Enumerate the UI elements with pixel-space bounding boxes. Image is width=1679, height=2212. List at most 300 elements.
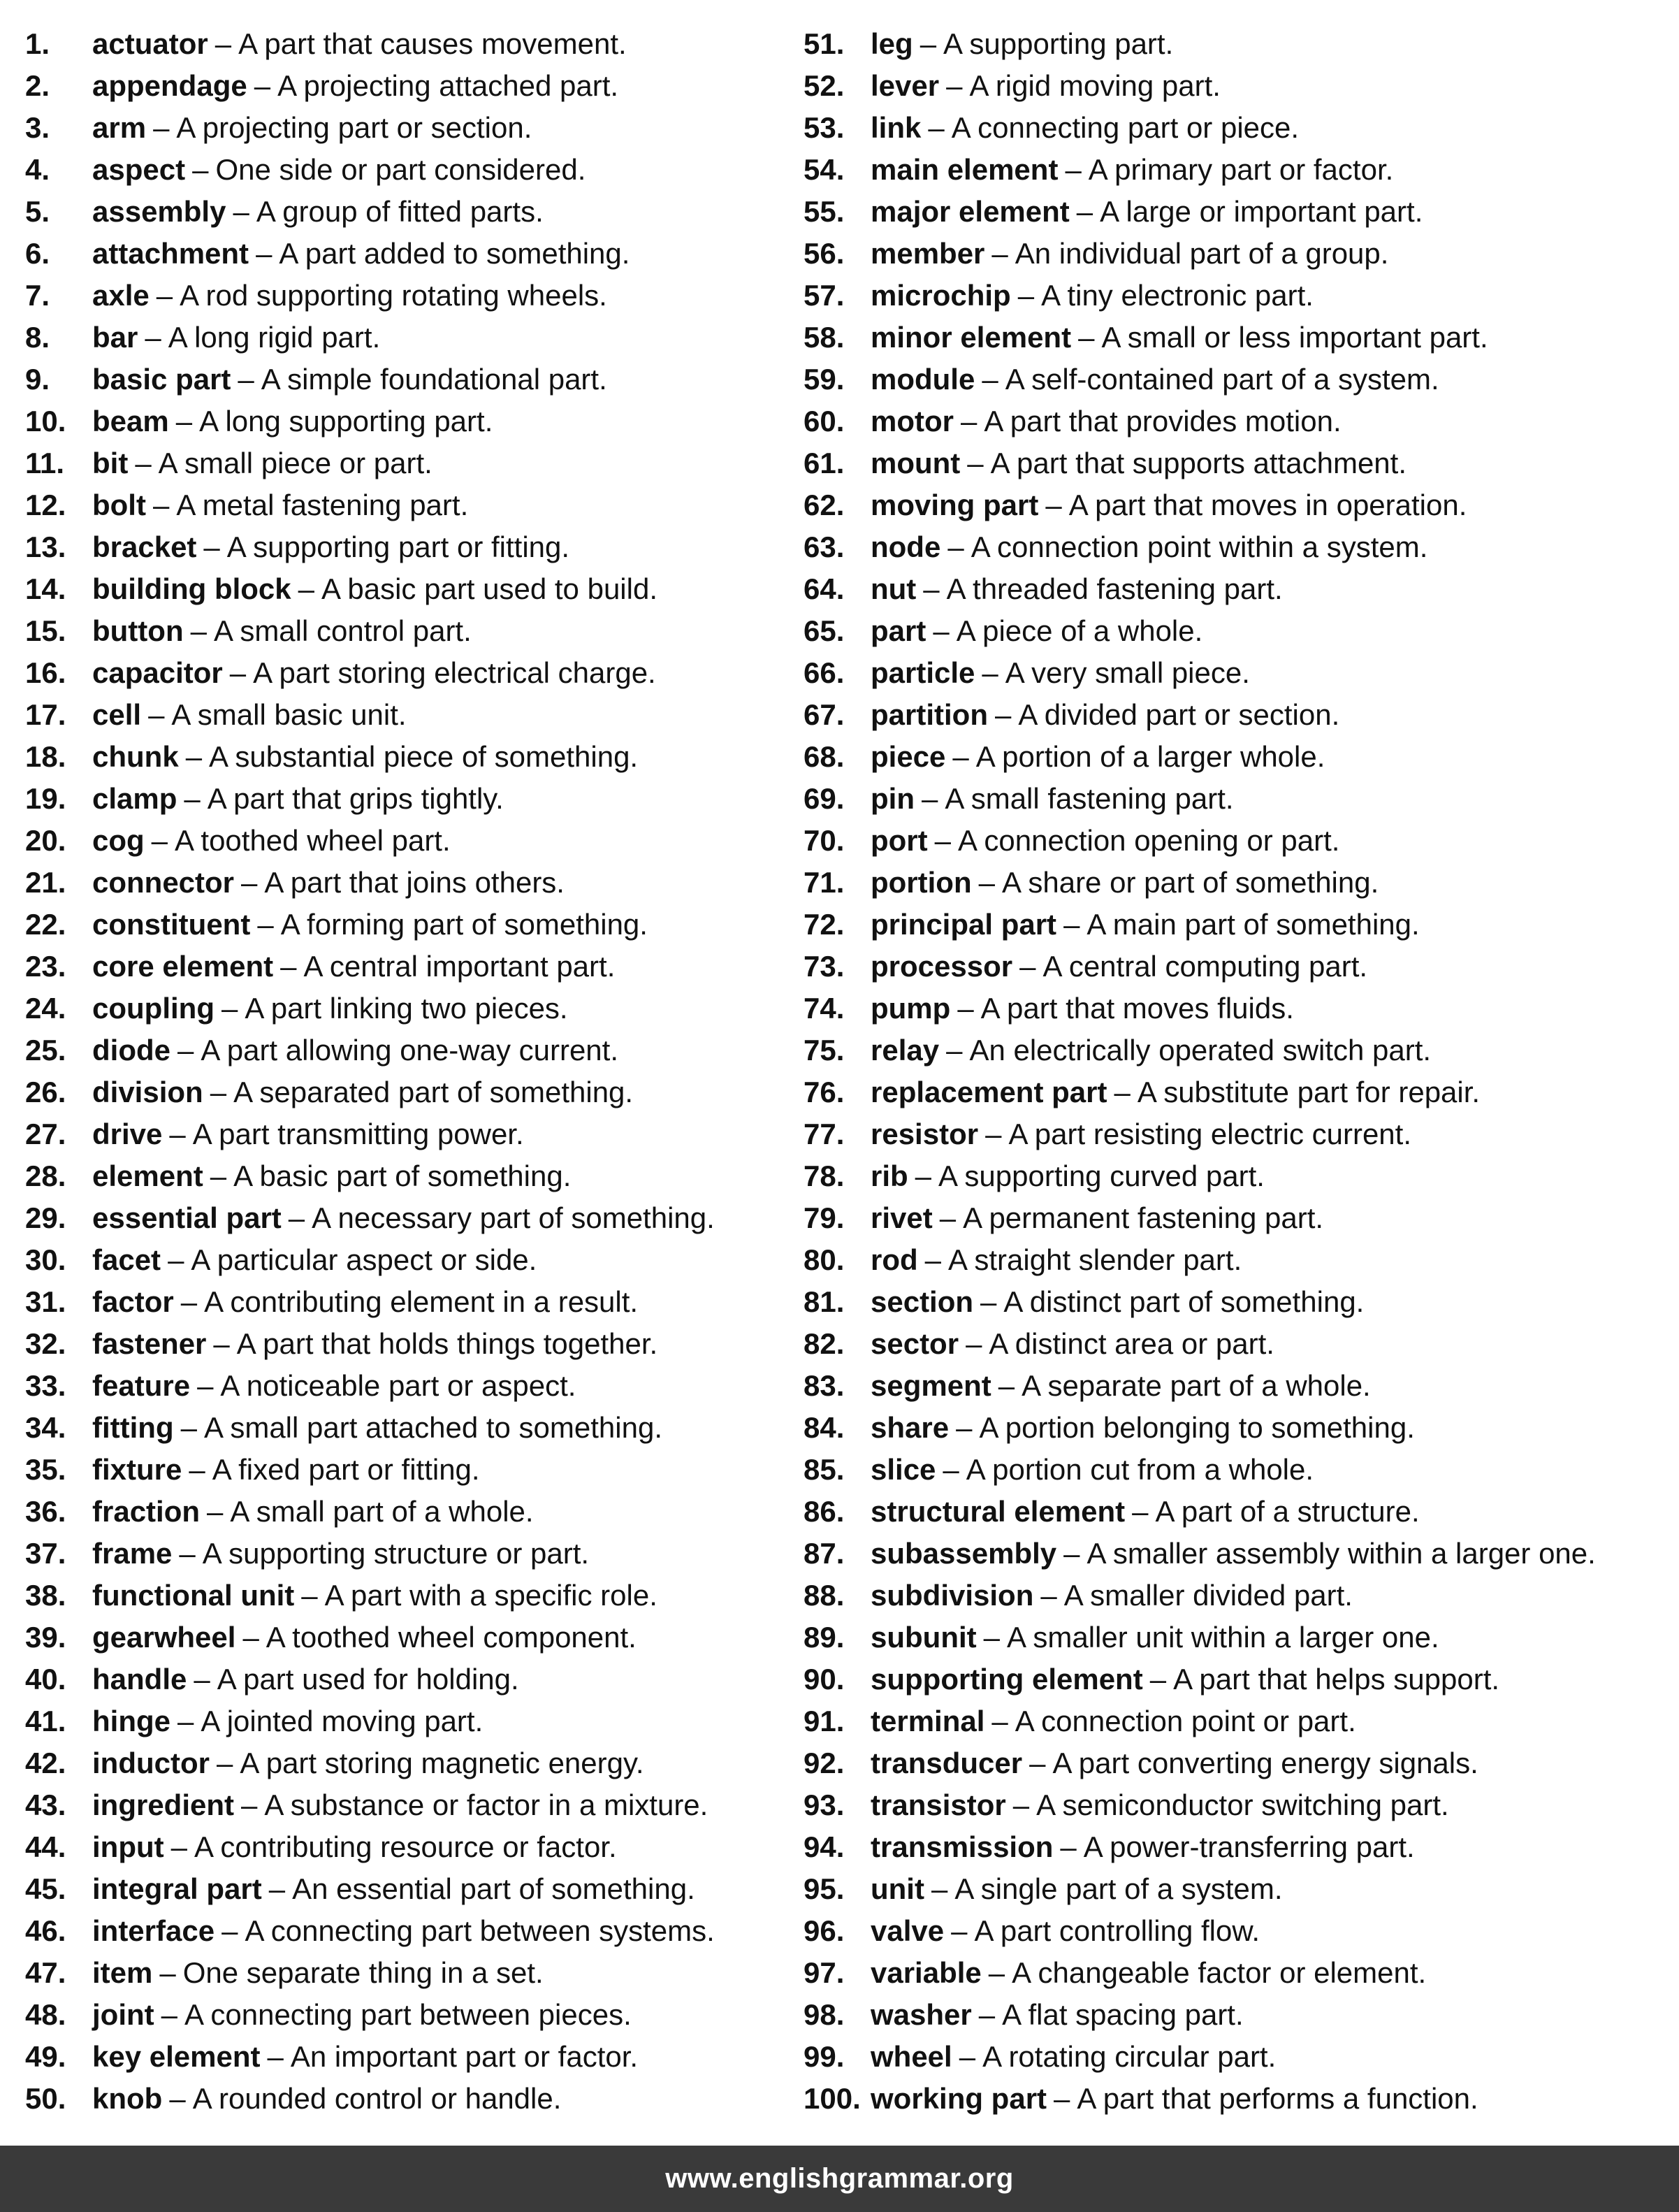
entry-definition: A long rigid part. [168, 321, 381, 354]
entry-term: section [871, 1285, 974, 1318]
entry-term: key element [92, 2040, 261, 2073]
entry-separator: – [179, 1537, 196, 1570]
list-item [25, 694, 794, 736]
entry-term: axle [92, 279, 150, 312]
entry-number: 23. [25, 950, 66, 983]
entry-definition: A rod supporting rotating wheels. [180, 279, 607, 312]
entry-separator: – [946, 1034, 963, 1067]
entry-term: gearwheel [92, 1621, 236, 1654]
entry-term: pin [871, 782, 915, 815]
entry-term: share [871, 1411, 950, 1444]
entry-number: 59. [804, 363, 845, 396]
entry-number: 88. [804, 1579, 845, 1612]
entry-term: hinge [92, 1705, 170, 1737]
list-item [25, 233, 794, 275]
entry-definition: A connecting part or piece. [951, 111, 1300, 144]
entry-separator: – [221, 1914, 238, 1947]
entry-term: partition [871, 698, 988, 731]
entry-separator: – [994, 698, 1012, 731]
entry-number: 2. [25, 69, 50, 102]
entry-number: 28. [25, 1159, 66, 1192]
entry-separator: – [197, 1369, 214, 1402]
entry-separator: – [923, 572, 940, 605]
entry-definition: A metal fastening part. [176, 489, 469, 521]
entry-definition: A part that grips tightly. [207, 782, 504, 815]
entry-separator: – [242, 1621, 259, 1654]
list-item [25, 610, 794, 652]
list-item [25, 2036, 794, 2078]
entry-separator: – [1060, 1830, 1077, 1863]
entry-number: 5. [25, 195, 50, 228]
entry-number: 8. [25, 321, 50, 354]
entry-definition: A small basic unit. [171, 698, 407, 731]
entry-term: bolt [92, 489, 146, 521]
entry-separator: – [213, 1327, 230, 1360]
entry-number: 99. [804, 2040, 845, 2073]
list-item [804, 862, 1670, 904]
entry-number: 57. [804, 279, 845, 312]
entry-separator: – [1019, 950, 1036, 983]
entry-number: 71. [804, 866, 845, 899]
entry-number: 45. [25, 1872, 66, 1905]
list-item [804, 568, 1670, 610]
entry-term: core element [92, 950, 274, 983]
entry-definition: A projecting attached part. [277, 69, 619, 102]
entry-separator: – [190, 614, 207, 647]
entry-term: knob [92, 2082, 163, 2115]
entry-definition: A rotating circular part. [982, 2040, 1277, 2073]
entry-number: 6. [25, 237, 50, 270]
list-item [25, 1575, 794, 1617]
entry-number: 19. [25, 782, 66, 815]
entry-term: aspect [92, 153, 186, 186]
entry-definition: A tiny electronic part. [1041, 279, 1314, 312]
entry-definition: A part converting energy signals. [1052, 1747, 1478, 1779]
entry-term: supporting element [871, 1663, 1143, 1696]
list-item [25, 568, 794, 610]
entry-number: 84. [804, 1411, 845, 1444]
entry-term: ingredient [92, 1788, 235, 1821]
entry-term: basic part [92, 363, 231, 396]
entry-definition: A power-transferring part. [1083, 1830, 1415, 1863]
entry-separator: – [946, 69, 963, 102]
list-item [804, 1658, 1670, 1700]
list-item [804, 526, 1670, 568]
entry-number: 79. [804, 1201, 845, 1234]
entry-separator: – [1076, 195, 1093, 228]
list-item [804, 65, 1670, 107]
entry-number: 69. [804, 782, 845, 815]
entry-number: 33. [25, 1369, 66, 1402]
entry-number: 87. [804, 1537, 845, 1570]
entry-definition: A projecting part or section. [176, 111, 532, 144]
entry-definition: A supporting part or fitting. [226, 530, 570, 563]
entry-number: 47. [25, 1956, 66, 1989]
entry-term: motor [871, 405, 954, 438]
entry-definition: A substitute part for repair. [1137, 1076, 1481, 1108]
entry-number: 75. [804, 1034, 845, 1067]
entry-definition: A distinct part of something. [1003, 1285, 1365, 1318]
entry-term: pump [871, 992, 951, 1025]
list-item [25, 484, 794, 526]
entry-term: module [871, 363, 975, 396]
entry-number: 29. [25, 1201, 66, 1234]
entry-term: minor element [871, 321, 1072, 354]
list-item [25, 1449, 794, 1491]
entry-definition: An essential part of something. [292, 1872, 695, 1905]
list-item [804, 149, 1670, 191]
entry-number: 36. [25, 1495, 66, 1528]
entry-number: 40. [25, 1663, 66, 1696]
entry-separator: – [159, 1956, 176, 1989]
list-item [25, 1323, 794, 1365]
list-item [25, 1365, 794, 1407]
list-item [804, 610, 1670, 652]
entry-number: 94. [804, 1830, 845, 1863]
entry-term: division [92, 1076, 203, 1108]
entry-separator: – [1045, 489, 1062, 521]
list-item [25, 1910, 794, 1952]
entry-separator: – [135, 447, 152, 479]
list-item [804, 1533, 1670, 1575]
entry-number: 58. [804, 321, 845, 354]
entry-separator: – [215, 27, 232, 60]
list-item [804, 1407, 1670, 1449]
entry-term: sector [871, 1327, 959, 1360]
entry-definition: A smaller assembly within a larger one. [1086, 1537, 1596, 1570]
entry-number: 74. [804, 992, 845, 1025]
entry-number: 55. [804, 195, 845, 228]
entry-term: arm [92, 111, 147, 144]
entry-separator: – [210, 1159, 227, 1192]
entry-separator: – [148, 698, 165, 731]
entry-term: terminal [871, 1705, 985, 1737]
entry-definition: A long supporting part. [199, 405, 493, 438]
entry-number: 68. [804, 740, 845, 773]
entry-number: 97. [804, 1956, 845, 1989]
list-item [804, 442, 1670, 484]
entry-separator: – [1012, 1788, 1030, 1821]
entry-separator: – [185, 740, 203, 773]
list-item [804, 1113, 1670, 1155]
entry-definition: A part that performs a function. [1077, 2082, 1478, 2115]
list-item [25, 946, 794, 988]
entry-definition: A part controlling flow. [974, 1914, 1260, 1947]
entry-number: 67. [804, 698, 845, 731]
entry-definition: A large or important part. [1100, 195, 1423, 228]
entry-term: valve [871, 1914, 945, 1947]
entry-separator: – [189, 1453, 205, 1486]
entry-term: inductor [92, 1747, 210, 1779]
entry-definition: A forming part of something. [280, 908, 648, 941]
entry-number: 53. [804, 111, 845, 144]
entry-number: 82. [804, 1327, 845, 1360]
entry-number: 56. [804, 237, 845, 270]
entry-definition: A small part attached to something. [203, 1411, 662, 1444]
entry-term: principal part [871, 908, 1057, 941]
entry-separator: – [1040, 1579, 1057, 1612]
entry-separator: – [177, 1034, 194, 1067]
entry-term: element [92, 1159, 203, 1192]
entry-number: 10. [25, 405, 66, 438]
list-item [804, 1029, 1670, 1071]
list-item [804, 820, 1670, 862]
list-item [804, 359, 1670, 400]
entry-number: 3. [25, 111, 50, 144]
list-item [25, 904, 794, 946]
entry-number: 38. [25, 1579, 66, 1612]
list-item [804, 1784, 1670, 1826]
list-item [804, 1281, 1670, 1323]
list-item [804, 1365, 1670, 1407]
entry-definition: A connection point or part. [1015, 1705, 1356, 1737]
entry-definition: A basic part of something. [233, 1159, 572, 1192]
list-item [25, 191, 794, 233]
entry-separator: – [301, 1579, 318, 1612]
entry-definition: A substance or factor in a mixture. [264, 1788, 708, 1821]
entry-separator: – [170, 1830, 187, 1863]
entry-definition: A primary part or factor. [1088, 153, 1394, 186]
entry-number: 18. [25, 740, 66, 773]
list-item [25, 400, 794, 442]
entry-definition: A toothed wheel part. [175, 824, 451, 857]
entry-term: lever [871, 69, 940, 102]
entry-number: 92. [804, 1747, 845, 1779]
entry-term: piece [871, 740, 946, 773]
entry-separator: – [956, 1411, 973, 1444]
entry-term: attachment [92, 237, 249, 270]
entry-separator: – [982, 656, 998, 689]
entry-term: mount [871, 447, 961, 479]
entry-definition: A small fastening part. [945, 782, 1234, 815]
entry-definition: A part storing magnetic energy. [240, 1747, 644, 1779]
entry-separator: – [957, 992, 974, 1025]
entry-number: 43. [25, 1788, 66, 1821]
entry-number: 95. [804, 1872, 845, 1905]
entry-definition: A connection opening or part. [958, 824, 1340, 857]
entry-separator: – [952, 740, 969, 773]
entry-separator: – [153, 111, 170, 144]
entry-term: coupling [92, 992, 215, 1025]
entry-definition: A part that moves in operation. [1068, 489, 1467, 521]
entry-term: leg [871, 27, 913, 60]
entry-definition: A permanent fastening part. [963, 1201, 1324, 1234]
entry-separator: – [966, 1327, 982, 1360]
entry-term: feature [92, 1369, 191, 1402]
entry-separator: – [931, 1872, 948, 1905]
entry-definition: A connecting part between pieces. [184, 1998, 632, 2031]
entry-term: fixture [92, 1453, 182, 1486]
list-item [25, 988, 794, 1029]
entry-definition: A rounded control or handle. [192, 2082, 562, 2115]
entry-separator: – [991, 237, 1008, 270]
entry-term: item [92, 1956, 153, 1989]
entry-separator: – [229, 656, 247, 689]
entry-separator: – [267, 2040, 284, 2073]
list-item [804, 904, 1670, 946]
entry-number: 26. [25, 1076, 66, 1108]
entry-term: replacement part [871, 1076, 1107, 1108]
entry-definition: A divided part or section. [1018, 698, 1340, 731]
entry-separator: – [924, 1243, 942, 1276]
entry-definition: A necessary part of something. [312, 1201, 715, 1234]
entry-separator: – [978, 866, 995, 899]
entry-separator: – [1114, 1076, 1131, 1108]
entry-number: 4. [25, 153, 50, 186]
list-item [25, 1868, 794, 1910]
entry-definition: A part of a structure. [1155, 1495, 1420, 1528]
entry-number: 24. [25, 992, 66, 1025]
entry-term: essential part [92, 1201, 282, 1234]
entry-separator: – [241, 1788, 258, 1821]
entry-separator: – [210, 1076, 227, 1108]
entry-separator: – [221, 992, 238, 1025]
list-item [25, 652, 794, 694]
list-item [804, 778, 1670, 820]
entry-term: member [871, 237, 985, 270]
entry-number: 44. [25, 1830, 66, 1863]
entry-number: 89. [804, 1621, 845, 1654]
entry-separator: – [175, 405, 193, 438]
list-item [25, 275, 794, 317]
entry-definition: A distinct area or part. [989, 1327, 1274, 1360]
entry-number: 83. [804, 1369, 845, 1402]
entry-number: 52. [804, 69, 845, 102]
entry-number: 100. [804, 2082, 861, 2115]
entry-term: cell [92, 698, 142, 731]
entry-definition: A rigid moving part. [969, 69, 1221, 102]
entry-definition: One separate thing in a set. [182, 1956, 544, 1989]
entry-number: 93. [804, 1788, 845, 1821]
entry-number: 65. [804, 614, 845, 647]
entry-separator: – [1063, 908, 1080, 941]
list-item [804, 736, 1670, 778]
entry-separator: – [254, 69, 271, 102]
entry-term: resistor [871, 1118, 979, 1150]
entry-definition: A noticeable part or aspect. [220, 1369, 576, 1402]
entry-number: 42. [25, 1747, 66, 1779]
entry-number: 14. [25, 572, 66, 605]
entry-number: 32. [25, 1327, 66, 1360]
list-item [25, 1239, 794, 1281]
entry-definition: A portion cut from a whole. [966, 1453, 1314, 1486]
entry-separator: – [920, 27, 937, 60]
entry-term: integral part [92, 1872, 262, 1905]
entry-definition: An important part or factor. [290, 2040, 639, 2073]
list-item [804, 1742, 1670, 1784]
entry-number: 27. [25, 1118, 66, 1150]
entry-separator: – [1132, 1495, 1149, 1528]
entry-separator: – [161, 1998, 177, 2031]
entry-definition: A particular aspect or side. [191, 1243, 537, 1276]
entry-number: 98. [804, 1998, 845, 2031]
entry-separator: – [985, 1118, 1002, 1150]
list-item [804, 2078, 1670, 2120]
list-item [804, 23, 1670, 65]
list-item [804, 1155, 1670, 1197]
entry-definition: A separate part of a whole. [1022, 1369, 1371, 1402]
entry-definition: A simple foundational part. [261, 363, 607, 396]
entry-definition: An individual part of a group. [1015, 237, 1389, 270]
entry-definition: A part that causes movement. [238, 27, 627, 60]
entry-separator: – [988, 1956, 1005, 1989]
entry-term: main element [871, 153, 1059, 186]
entry-term: moving part [871, 489, 1039, 521]
entry-definition: A part that joins others. [264, 866, 565, 899]
list-item [25, 820, 794, 862]
entry-number: 96. [804, 1914, 845, 1947]
list-item [25, 2078, 794, 2120]
entry-number: 1. [25, 27, 50, 60]
entry-definition: A semiconductor switching part. [1036, 1788, 1449, 1821]
entry-separator: – [928, 111, 945, 144]
list-item [804, 1910, 1670, 1952]
entry-number: 50. [25, 2082, 66, 2115]
entry-number: 30. [25, 1243, 66, 1276]
list-item [804, 400, 1670, 442]
entry-number: 81. [804, 1285, 845, 1318]
word-list-left-column [25, 23, 794, 2120]
list-item [25, 1700, 794, 1742]
entry-definition: A group of fitted parts. [256, 195, 544, 228]
list-item [25, 317, 794, 359]
entry-definition: A contributing resource or factor. [194, 1830, 617, 1863]
entry-definition: A part allowing one-way current. [201, 1034, 618, 1067]
entry-definition: A supporting part. [943, 27, 1174, 60]
entry-definition: A straight slender part. [948, 1243, 1242, 1276]
list-item [804, 233, 1670, 275]
entry-term: node [871, 530, 941, 563]
entry-term: chunk [92, 740, 179, 773]
entry-term: processor [871, 950, 1013, 983]
entry-separator: – [980, 1285, 997, 1318]
entry-term: transducer [871, 1747, 1023, 1779]
entry-definition: A part added to something. [279, 237, 630, 270]
entry-definition: A smaller divided part. [1063, 1579, 1353, 1612]
entry-number: 35. [25, 1453, 66, 1486]
entry-separator: – [233, 195, 249, 228]
entry-term: clamp [92, 782, 177, 815]
entry-number: 85. [804, 1453, 845, 1486]
entry-term: building block [92, 572, 291, 605]
entry-term: capacitor [92, 656, 223, 689]
footer-website-link[interactable]: www.englishgrammar.org [665, 2163, 1014, 2194]
list-item [25, 1742, 794, 1784]
entry-term: rod [871, 1243, 918, 1276]
entry-definition: A part resisting electric current. [1008, 1118, 1411, 1150]
list-item [25, 65, 794, 107]
entry-term: subassembly [871, 1537, 1057, 1570]
entry-term: handle [92, 1663, 187, 1696]
entry-number: 64. [804, 572, 845, 605]
list-item [804, 275, 1670, 317]
entry-number: 11. [25, 447, 65, 479]
entry-term: fraction [92, 1495, 201, 1528]
entry-definition: A self-contained part of a system. [1005, 363, 1439, 396]
entry-term: input [92, 1830, 164, 1863]
list-item [804, 1952, 1670, 1994]
list-item [804, 107, 1670, 149]
entry-separator: – [192, 153, 209, 186]
entry-definition: A part that holds things together. [236, 1327, 658, 1360]
entry-separator: – [1017, 279, 1035, 312]
entry-separator: – [257, 908, 274, 941]
entry-term: rib [871, 1159, 908, 1192]
list-item [25, 1658, 794, 1700]
entry-number: 41. [25, 1705, 66, 1737]
entry-separator: – [151, 824, 168, 857]
entry-definition: A changeable factor or element. [1012, 1956, 1427, 1989]
